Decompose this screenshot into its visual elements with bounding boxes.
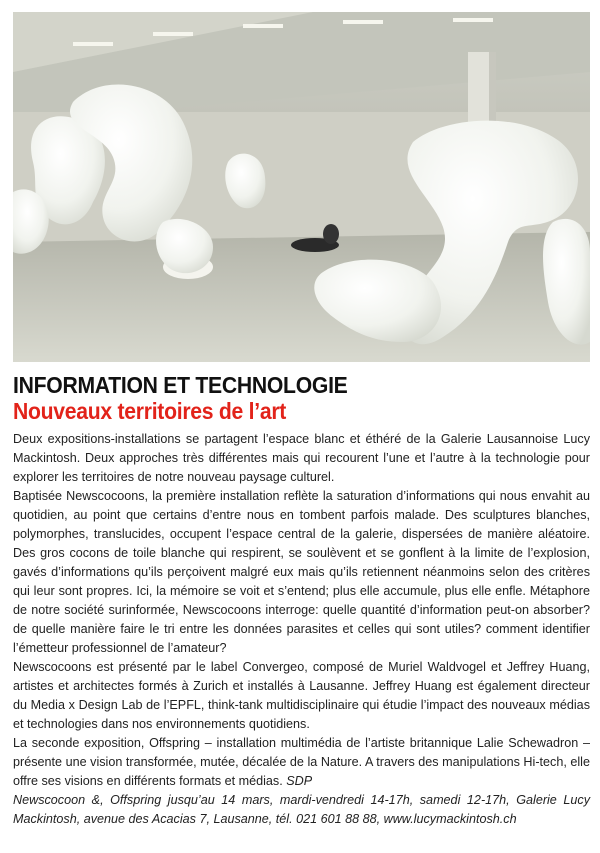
article-paragraph: Deux expositions-installations se partagent l’espace blanc et éthéré de la Galerie Lausannoise Lucy Mackintosh. Deux approches très différentes mais qui recourent l’une et l’autre à la technologie pour explorer les territoires de notre nouveau paysage culturel.	[13, 432, 590, 484]
article-paragraph: Newscocoons est présenté par le label Convergeo, composé de Muriel Waldvogel et Jeffrey Huang, artistes et architectes formés à Zurich et installés à Lausanne. Jeffrey Huang est également directeur du Media x Design Lab de l’EPFL, think-tank multidisciplinaire qui étudie l’impact des nouveaux médias et technologies dans nos environnements quotidiens.	[13, 660, 590, 731]
article-paragraph-last	[13, 734, 590, 829]
gallery-photo-illustration	[13, 12, 590, 362]
article-body	[13, 430, 590, 829]
article-subheadline: Nouveaux territoires de l’art	[13, 398, 287, 424]
exhibition-info: Newscocoon &, Offspring jusqu’au 14 mars, mardi-vendredi 14-17h, samedi 12-17h, Galerie Lucy Mackintosh, avenue des Acacias 7, Lausanne, tél. 021 601 88 88, www.lucymackintosh.ch	[13, 793, 590, 826]
gallery-photo	[13, 12, 590, 362]
article-paragraph: Baptisée Newscocoons, la première installation reflète la saturation d’informations qui nous envahit au quotidien, au point que certains d’entre nous en tombent parfois malade. Des sculptures blanches, polymorphes, translucides, occupent l’espace central de la galerie, dispersées de manière aléatoire. Des gros cocons de toile blanche qui respirent, se soulèvent et se gonflent à la limite de l’explosion, gavés d’informations qu’ils perçoivent malgré eux mais qu’ils retiennent néanmoins selon des critères qui leur sont propres. Ici, la mémoire se voit et s’entend; plus elle accumule, plus elle enfle. Métaphore de notre société surinformée, Newscocoons interroge: quelle quantité d’information peut-on absorber? de quelle manière faire le tri entre les données parasites et celles qui sont utiles? comment identifier l’émetteur professionnel de l’amateur?	[13, 489, 590, 655]
article-headline: INFORMATION ET TECHNOLOGIE	[13, 372, 348, 398]
article-paragraph-text: La seconde exposition, Offspring – installation multimédia de l’artiste britannique Lalie Schewadron – présente une vision transformée, mutée, décalée de la Nature. A travers des manipulations Hi-tech, elle offre ses visions en différents formats et médias.	[13, 736, 590, 788]
photo-credit: SDP	[286, 774, 313, 788]
